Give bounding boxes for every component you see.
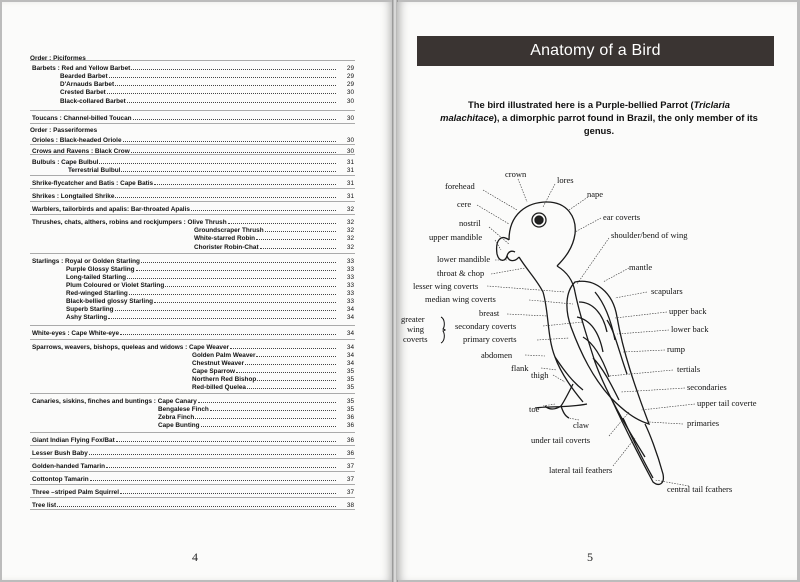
toc-entry-label: Sparrows, weavers, bishops, queleas and widows : Cape Weaver <box>32 344 229 351</box>
label-ear-coverts: ear coverts <box>603 212 641 222</box>
toc-leader-dots <box>256 356 336 357</box>
toc-leader-dots <box>236 372 336 373</box>
toc-entry-label: Cape Bunting <box>158 422 200 429</box>
toc-entry-page: 37 <box>346 489 354 496</box>
toc-separator <box>30 458 355 459</box>
toc-leader-dots <box>129 294 336 295</box>
toc-entry-page: 31 <box>346 193 354 200</box>
toc-entry <box>2 166 393 175</box>
label-under-tail: under tail coverts <box>531 435 591 445</box>
toc-leader-dots <box>230 348 336 349</box>
toc-entry-label: Shrikes : Longtailed Shrike <box>32 193 115 200</box>
label-breast: breast <box>479 308 500 318</box>
intro-paragraph <box>439 98 759 137</box>
toc-entry-label: Chestnut Weaver <box>192 360 245 367</box>
greater-coverts-brace <box>441 317 445 343</box>
toc-entry-label: Zebra Finch <box>158 414 195 421</box>
toc-entry-page: 33 <box>346 290 354 297</box>
toc-entry-page: 35 <box>346 398 354 405</box>
toc-entry-label: Long-tailed Starling <box>66 274 126 281</box>
toc-leader-dots <box>141 262 336 263</box>
toc-entry <box>2 114 393 123</box>
toc-entry-page: 33 <box>346 266 354 273</box>
label-greater-1: greater <box>401 314 425 324</box>
toc-entry-label: Starlings : Royal or Golden Starling <box>32 258 140 265</box>
toc-entry-label: Chorister Robin-Chat <box>194 244 259 251</box>
parrot-leg <box>545 384 573 418</box>
toc-leader-dots <box>131 69 336 70</box>
toc-entry-label: Tree list <box>32 502 57 509</box>
toc-entry-label: Bearded Barbet <box>60 73 108 80</box>
toc-entry-page: 29 <box>346 73 354 80</box>
toc-leader-dots <box>99 163 336 164</box>
label-forehead: forehead <box>445 181 475 191</box>
toc-entry-page: 33 <box>346 298 354 305</box>
parrot-tail <box>611 398 663 484</box>
toc-entry-page: 34 <box>346 306 354 313</box>
toc-entry-page: 29 <box>346 81 354 88</box>
label-secondaries: secondaries <box>687 382 727 392</box>
wing-detail-6 <box>595 292 615 340</box>
toc-entry-page: 30 <box>346 148 354 155</box>
toc-entry-page: 32 <box>346 244 354 251</box>
toc-entry-label: Superb Starling <box>66 306 114 313</box>
parrot-belly <box>555 357 583 390</box>
label-upper-back: upper back <box>669 306 707 316</box>
toc-entry-label: Golden-handed Tamarin <box>32 463 106 470</box>
toc-separator <box>30 484 355 485</box>
toc-entry-page: 30 <box>346 137 354 144</box>
toc-entry-page: 34 <box>346 330 354 337</box>
toc-entry-label: Red-winged Starling <box>66 290 128 297</box>
toc-entry-label: Shrike-flycatcher and Batis : Cape Batis <box>32 180 154 187</box>
toc-entry-page: 33 <box>346 258 354 265</box>
intro-text-start: The bird illustrated here is a Purple-bellied Parrot ( <box>468 99 694 110</box>
toc-entry-page: 30 <box>346 89 354 96</box>
toc-entry-page: 37 <box>346 476 354 483</box>
toc-entry-page: 35 <box>346 384 354 391</box>
label-lateral-tail: lateral tail feathers <box>549 465 613 475</box>
toc-separator <box>30 471 355 472</box>
label-nape: nape <box>587 189 604 199</box>
toc-entry-label: Three –striped Palm Squirrel <box>32 489 120 496</box>
label-central-tail: central tail fcathers <box>667 484 733 494</box>
toc-separator <box>30 201 355 202</box>
toc-entry-page: 37 <box>346 463 354 470</box>
toc-leader-dots <box>131 152 336 153</box>
label-median-wing: median wing coverts <box>425 294 496 304</box>
intro-text-end: ), a dimorphic parrot found in Brazil, the only member of its genus. <box>493 112 758 136</box>
toc-entry-page: 32 <box>346 227 354 234</box>
toc-entry-label: Black-collared Barbet <box>60 98 126 105</box>
label-upper-tail-coverts: upper tail coverte <box>697 398 757 408</box>
toc-leader-dots <box>133 119 336 120</box>
toc-leader-dots <box>265 231 336 232</box>
toc-separator <box>30 253 355 254</box>
anatomy-labels <box>401 169 757 494</box>
toc-entry <box>2 136 393 145</box>
toc-entry <box>2 243 393 252</box>
toc-separator <box>30 175 355 176</box>
label-primary-coverts: primary coverts <box>463 334 517 344</box>
toc-entry-page: 35 <box>346 406 354 413</box>
label-lower-back: lower back <box>671 324 709 334</box>
toc-entry <box>2 54 393 63</box>
toc-leader-dots <box>198 402 336 403</box>
label-claw: claw <box>573 420 590 430</box>
toc-leader-dots <box>195 418 336 419</box>
toc-entry-label: White-starred Robin <box>194 235 256 242</box>
toc-separator <box>30 445 355 446</box>
toc-leader-dots <box>115 85 336 86</box>
toc-entry-page: 34 <box>346 360 354 367</box>
toc-entry-page: 33 <box>346 282 354 289</box>
toc-entry-label: Crows and Ravens : Black Crow <box>32 148 130 155</box>
label-cere: cere <box>457 199 472 209</box>
parrot-lower-beak <box>507 256 519 261</box>
page-number-left: 4 <box>192 550 198 564</box>
toc-leader-dots <box>121 171 336 172</box>
toc-entry-page: 36 <box>346 422 354 429</box>
toc-leader-dots <box>57 506 336 507</box>
label-nostril: nostril <box>459 218 481 228</box>
toc-entry <box>2 192 393 201</box>
toc-entry-label: Bengalese Finch <box>158 406 209 413</box>
toc-entry-page: 32 <box>346 219 354 226</box>
label-crown: crown <box>505 169 527 179</box>
toc-entry <box>2 501 393 510</box>
toc-entry-label: Black-bellied glossy Starling <box>66 298 154 305</box>
toc-entry-label: Purple Glossy Starling <box>66 266 135 273</box>
label-upper-mandible: upper mandible <box>429 232 483 242</box>
toc-entry-page: 33 <box>346 274 354 281</box>
toc-entry-page: 31 <box>346 167 354 174</box>
page-title: Anatomy of a Bird <box>417 36 774 66</box>
label-lores: lores <box>557 175 574 185</box>
label-primaries: primaries <box>687 418 720 428</box>
right-page <box>397 2 797 580</box>
toc-entry <box>2 179 393 188</box>
toc-entry-page: 32 <box>346 206 354 213</box>
toc-entry-page: 36 <box>346 414 354 421</box>
toc-entry-page: 36 <box>346 450 354 457</box>
toc-entry-page: 35 <box>346 368 354 375</box>
label-shoulder: shoulder/bend of wing <box>611 230 688 240</box>
toc-separator <box>30 325 355 326</box>
toc-entry-page: 30 <box>346 98 354 105</box>
toc-entry <box>2 313 393 322</box>
toc-leader-dots <box>191 210 336 211</box>
toc-entry-page: 34 <box>346 344 354 351</box>
toc-entry-page: 29 <box>346 65 354 72</box>
toc-entry <box>2 383 393 392</box>
toc-entry-page: 35 <box>346 376 354 383</box>
toc-entry-label: Golden Palm Weaver <box>192 352 256 359</box>
toc-entry-page: 32 <box>346 235 354 242</box>
toc-leader-dots <box>127 278 336 279</box>
toc-leader-dots <box>116 441 336 442</box>
toc-entry-label: Groundscraper Thrush <box>194 227 264 234</box>
toc-entry <box>2 147 393 156</box>
toc-entry-label: D'Arnauds Barbet <box>60 81 115 88</box>
toc-entry-label: Orioles : Black-headed Oriole <box>32 137 122 144</box>
toc-entry-label: White-eyes : Cape White-eye <box>32 330 120 337</box>
toc-entry-label: Thrushes, chats, althers, robins and rockjumpers : Olive Thrush <box>32 219 227 226</box>
label-greater-3: coverts <box>403 334 428 344</box>
label-thigh: thigh <box>531 370 549 380</box>
toc-separator <box>30 214 355 215</box>
toc-entry-label: Order : Passeriformes <box>30 127 98 134</box>
toc-entry-page: 31 <box>346 159 354 166</box>
toc-entry-label: Canaries, siskins, finches and buntings : Cape Canary <box>32 398 197 405</box>
toc-entry <box>2 126 393 135</box>
toc-leader-dots <box>120 493 336 494</box>
toc-leader-dots <box>256 239 336 240</box>
toc-leader-dots <box>257 380 336 381</box>
toc-entry <box>2 329 393 338</box>
toc-entry-page: 34 <box>346 352 354 359</box>
toc-entry-label: Toucans : Channel-billed Toucan <box>32 115 132 122</box>
toc-entry <box>2 234 393 243</box>
parrot-eye <box>535 216 543 224</box>
toc-separator <box>30 497 355 498</box>
toc-entry-label: Warblers, tailorbirds and apalis: Bar-throated Apalis <box>32 206 190 213</box>
page-number-right: 5 <box>587 550 593 564</box>
parrot-wing <box>567 281 649 424</box>
toc-leader-dots <box>89 454 336 455</box>
toc-separator <box>30 188 355 189</box>
toc-entry <box>2 449 393 458</box>
toc-entry-label: Terrestrial Bulbul <box>68 167 121 174</box>
toc-entry-page: 36 <box>346 437 354 444</box>
left-page <box>2 2 393 580</box>
toc-entry <box>2 488 393 497</box>
toc-leader-dots <box>154 184 336 185</box>
label-lesser-wing: lesser wing coverts <box>413 281 479 291</box>
toc-leader-dots <box>210 410 336 411</box>
toc-separator <box>30 110 355 111</box>
toc-leader-dots <box>90 480 336 481</box>
toc-entry <box>2 421 393 430</box>
toc-leader-dots <box>107 93 336 94</box>
toc-leader-dots <box>136 270 336 271</box>
toc-entry-label: Order : Piciformes <box>30 55 86 62</box>
toc-leader-dots <box>127 102 336 103</box>
toc-entry <box>2 462 393 471</box>
toc-entry-page: 34 <box>346 314 354 321</box>
label-greater-2: wing <box>407 324 424 334</box>
toc-entry <box>2 436 393 445</box>
toc-entry <box>2 475 393 484</box>
toc-leader-dots <box>245 364 336 365</box>
toc-leader-dots <box>106 467 336 468</box>
toc-entry-page: 31 <box>346 180 354 187</box>
bird-anatomy-diagram <box>397 162 797 502</box>
label-scapulars: scapulars <box>651 286 683 296</box>
toc-entry-label: Crested Barbet <box>60 89 106 96</box>
toc-separator <box>30 432 355 433</box>
species-name: Triclaria malachitace <box>440 99 730 123</box>
toc-leader-dots <box>108 318 336 319</box>
toc-leader-dots <box>109 77 336 78</box>
label-toe: toe <box>529 404 540 414</box>
toc-entry-page: 38 <box>346 502 354 509</box>
toc-separator <box>30 123 355 124</box>
toc-entry-label: Plum Coloured or Violet Starling <box>66 282 165 289</box>
toc-leader-dots <box>123 141 337 142</box>
toc-entry-label: Bulbuls : Cape Bulbul <box>32 159 99 166</box>
toc-leader-dots <box>154 302 336 303</box>
label-mantle: mantle <box>629 262 653 272</box>
label-flank: flank <box>511 363 529 373</box>
toc-entry <box>2 97 393 106</box>
tail-detail <box>623 418 653 478</box>
toc-leader-dots <box>201 426 336 427</box>
parrot-back <box>557 266 645 457</box>
toc-entry-label: Cottontop Tamarin <box>32 476 89 483</box>
label-secondary-coverts: secondary coverts <box>455 321 517 331</box>
label-tertials: tertials <box>677 364 701 374</box>
toc-leader-dots <box>115 310 336 311</box>
toc-leader-dots <box>228 223 336 224</box>
toc-entry-label: Lesser Bush Baby <box>32 450 88 457</box>
label-throat: throat & chop <box>437 268 485 278</box>
toc-entry-label: Northern Red Bishop <box>192 376 257 383</box>
toc-entry <box>2 88 393 97</box>
toc-entry-label: Cape Sparrow <box>192 368 235 375</box>
toc-leader-dots <box>260 248 336 249</box>
toc-entry-label: Barbets : Red and Yellow Barbet <box>32 65 131 72</box>
toc-entry-page: 30 <box>346 115 354 122</box>
toc-leader-dots <box>115 197 336 198</box>
toc-separator <box>30 339 355 340</box>
toc-entry <box>2 205 393 214</box>
toc-leader-dots <box>247 388 336 389</box>
label-rump: rump <box>667 344 685 354</box>
parrot-head <box>509 202 575 266</box>
toc-entry-label: Giant Indian Flying Fox/Bat <box>32 437 115 444</box>
wing-detail-3 <box>583 337 609 377</box>
toc-leader-dots <box>120 334 336 335</box>
toc-entry-label: Red-billed Quelea <box>192 384 246 391</box>
label-abdomen: abdomen <box>481 350 513 360</box>
toc-separator <box>30 393 355 394</box>
toc-entry-label: Ashy Starling <box>66 314 108 321</box>
label-lower-mandible: lower mandible <box>437 254 491 264</box>
toc-leader-dots <box>165 286 336 287</box>
